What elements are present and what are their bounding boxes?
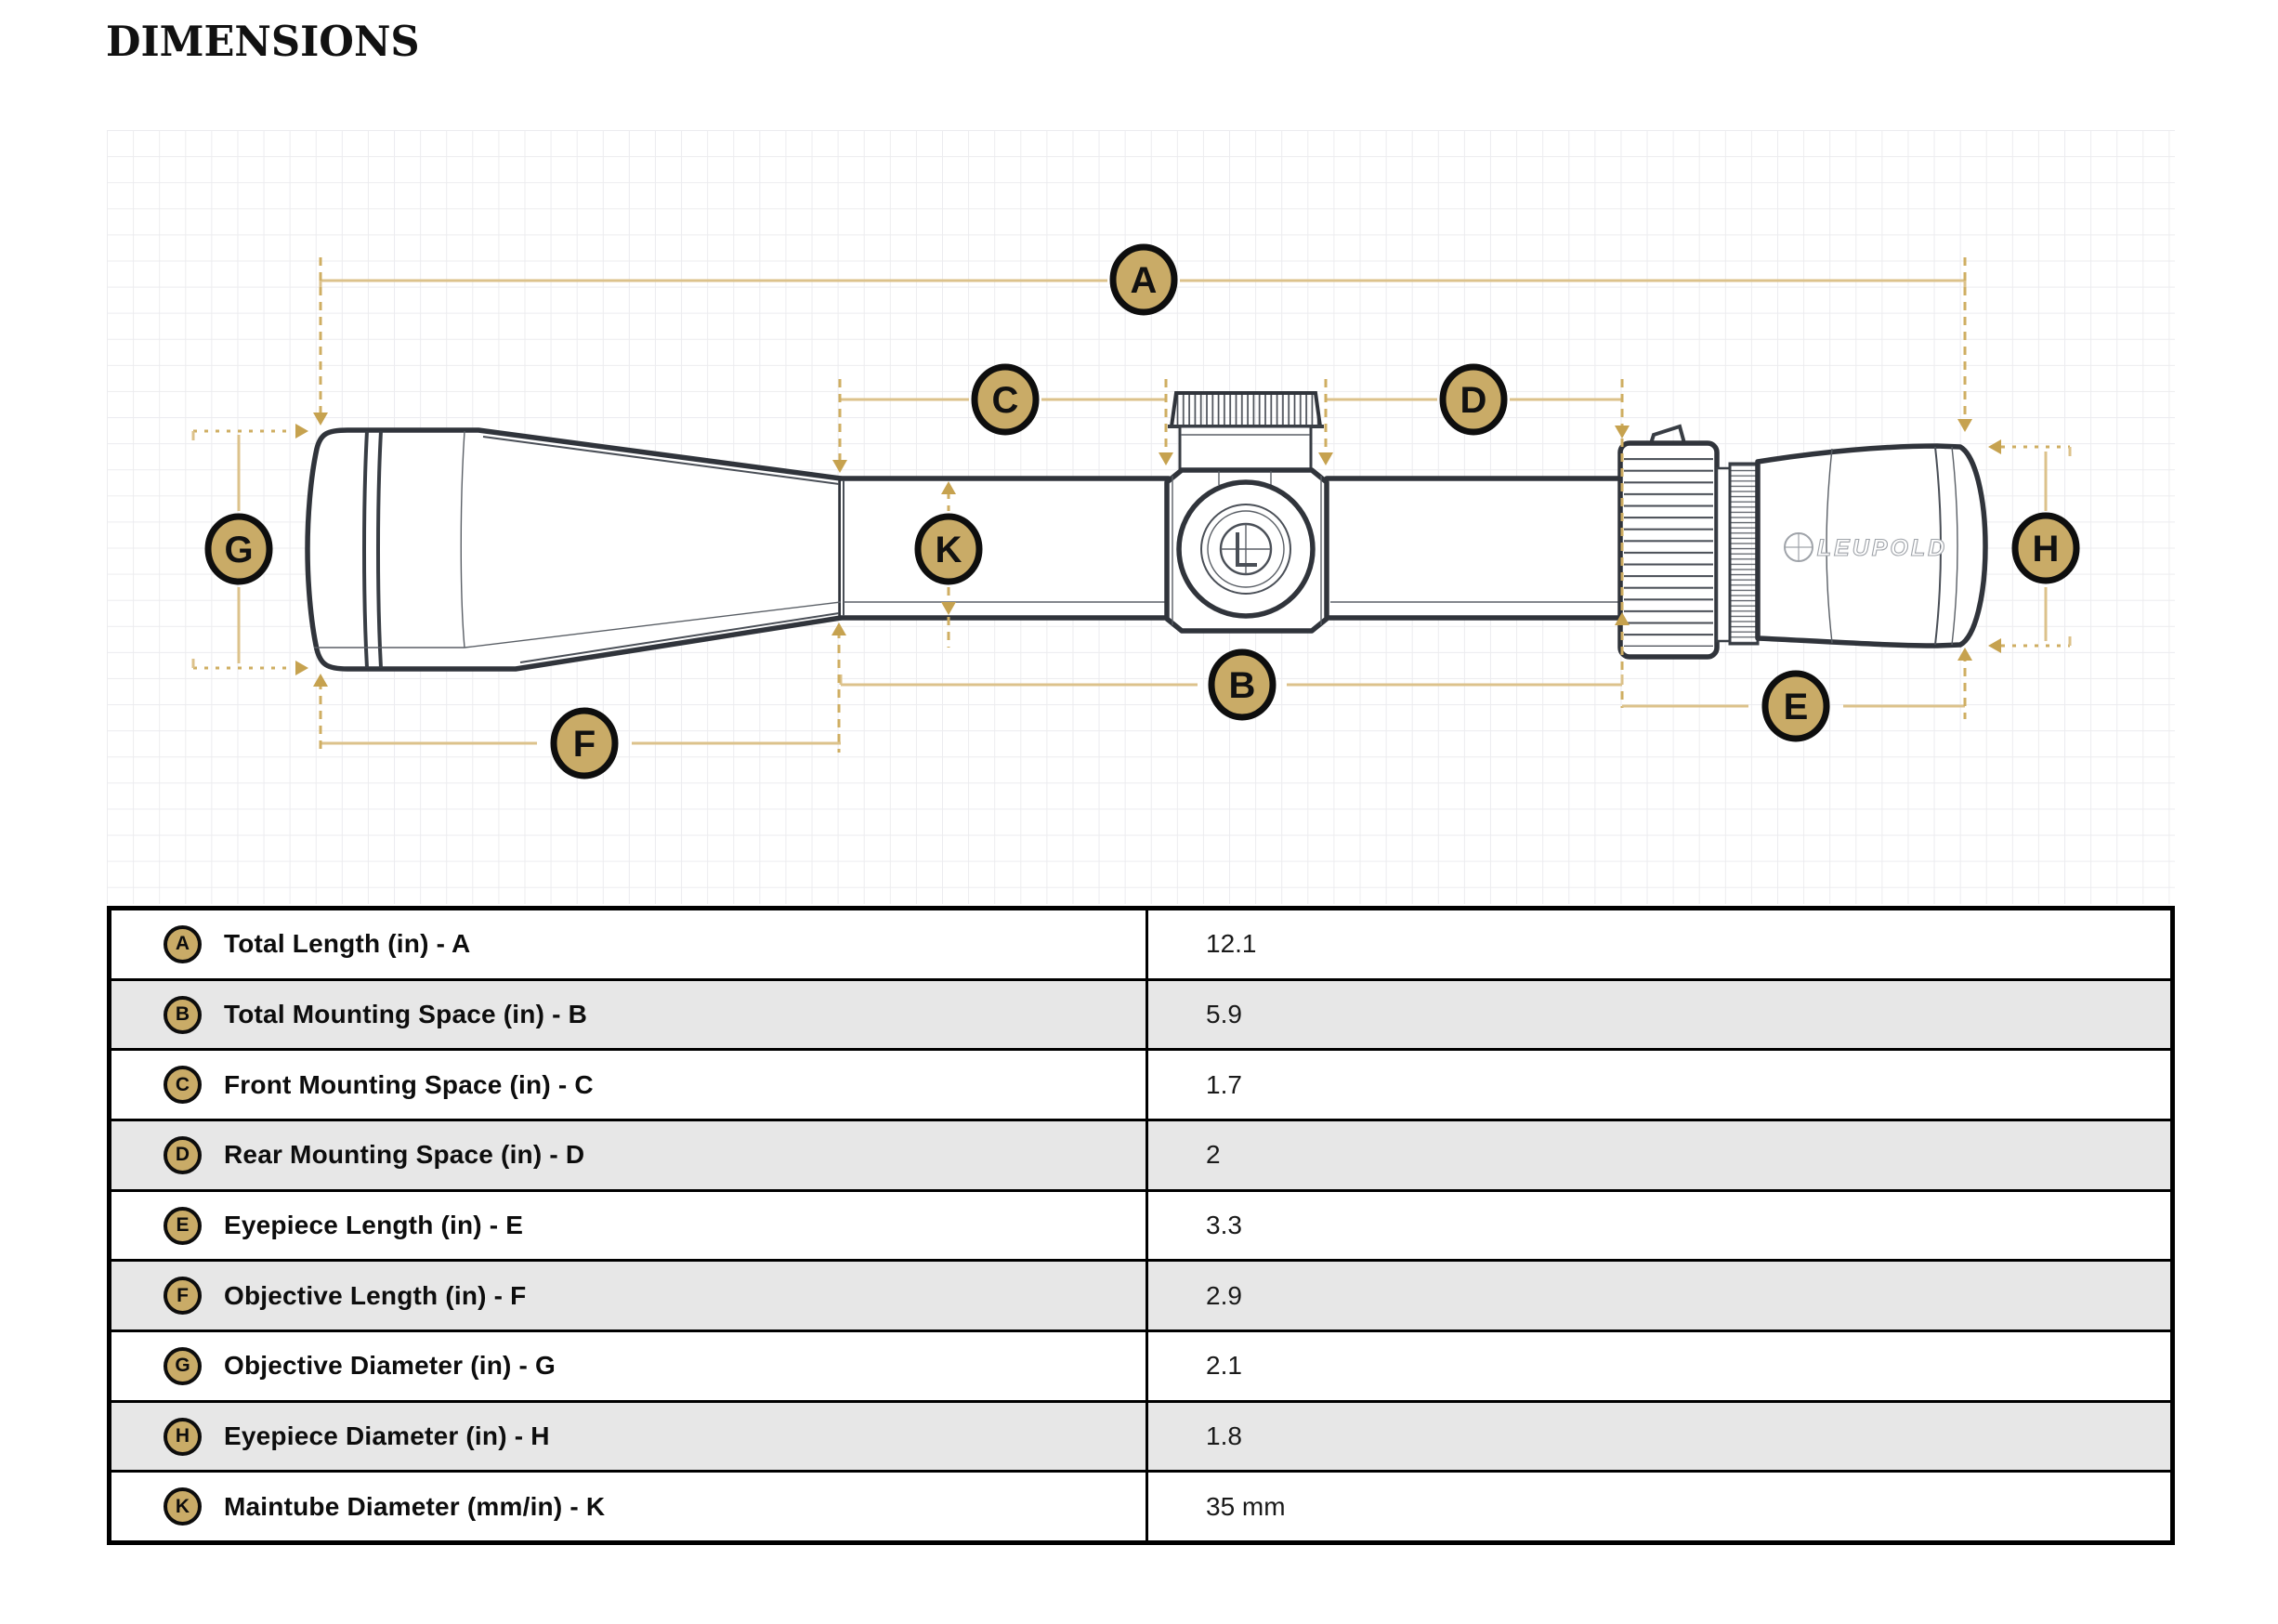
row-label: Eyepiece Length (in) - E [224,1211,524,1240]
eyepiece-lock-rings [1717,464,1758,644]
objective-bell [308,430,841,669]
table-cell-label [111,1262,1146,1329]
row-badge-e: E [164,1207,202,1245]
table-row-f [111,1262,2170,1332]
table-cell-value: 35 mm [1146,1473,2170,1540]
row-label: Total Mounting Space (in) - B [224,1000,588,1028]
maintube-front [841,478,1169,618]
row-badge-a: A [164,925,202,963]
row-badge-g: G [164,1347,202,1385]
page-title: DIMENSIONS [106,17,420,66]
table-row-d [111,1121,2170,1192]
row-label: Eyepiece Diameter (in) - H [224,1421,550,1451]
badge-a-letter: A [1130,260,1158,301]
table-cell-value: 2.1 [1146,1332,2170,1400]
table-row-c [111,1051,2170,1121]
table-cell-value: 3.3 [1146,1192,2170,1260]
badge-b-letter: B [1228,665,1256,706]
table-cell-label [111,1051,1146,1119]
badge-f [554,711,615,776]
scope-dimensions-diagram [107,130,2175,904]
badge-k-letter: K [935,530,962,570]
dimensions-table [107,906,2175,1545]
table-row-k [111,1473,2170,1540]
row-badge-f: F [164,1277,202,1315]
table-cell-value: 12.1 [1146,910,2170,978]
badge-c [975,367,1036,432]
table-cell-label [111,1473,1146,1540]
table-cell-label [111,1332,1146,1400]
badge-k [918,517,979,582]
scope-drawing [308,393,1985,669]
table-cell-value: 2.9 [1146,1262,2170,1329]
table-cell-label [111,1192,1146,1260]
table-cell-label [111,910,1146,978]
eyepiece [1758,446,1985,646]
table-row-g [111,1332,2170,1403]
badge-h-letter: H [2032,529,2060,570]
badge-d [1443,367,1504,432]
table-cell-label [111,981,1146,1049]
table-cell-label [111,1403,1146,1471]
row-label: Rear Mounting Space (in) - D [224,1140,585,1170]
table-cell-value: 1.7 [1146,1051,2170,1119]
badge-b [1211,652,1273,717]
table-cell-value: 5.9 [1146,981,2170,1049]
leupold-logo-icon [1785,533,1813,561]
badge-a [1113,247,1174,312]
leupold-logo-text: LEUPOLD [1816,535,1948,561]
table-cell-value: 2 [1146,1121,2170,1189]
row-badge-h: H [164,1418,202,1456]
row-label: Objective Length (in) - F [224,1280,527,1310]
table-cell-value: 1.8 [1146,1403,2170,1471]
row-badge-d: D [164,1136,202,1174]
table-row-b [111,981,2170,1052]
scope-diagram-svg [107,130,2175,904]
row-label: Objective Diameter (in) - G [224,1351,556,1381]
power-ring [1620,443,1717,657]
maintube-rear [1327,478,1622,618]
badge-e-letter: E [1783,687,1809,727]
badge-e [1765,674,1826,739]
badge-d-letter: D [1460,380,1487,421]
row-label: Maintube Diameter (mm/in) - K [224,1491,606,1521]
row-label: Front Mounting Space (in) - C [224,1069,594,1099]
badge-g-letter: G [224,530,254,570]
elevation-turret-cap [1168,393,1324,471]
badge-c-letter: C [991,380,1019,421]
table-row-a [111,910,2170,981]
badge-g [208,517,269,582]
windage-turret-circle [1179,482,1313,616]
leupold-turret-logo-icon [1221,524,1271,574]
table-row-e [111,1192,2170,1263]
row-badge-b: B [164,996,202,1034]
badge-f-letter: F [572,724,596,765]
row-badge-k: K [164,1487,202,1526]
table-cell-label [111,1121,1146,1189]
table-row-h [111,1403,2170,1473]
badge-h [2015,516,2076,581]
row-badge-c: C [164,1066,202,1104]
row-label: Total Length (in) - A [224,929,471,959]
